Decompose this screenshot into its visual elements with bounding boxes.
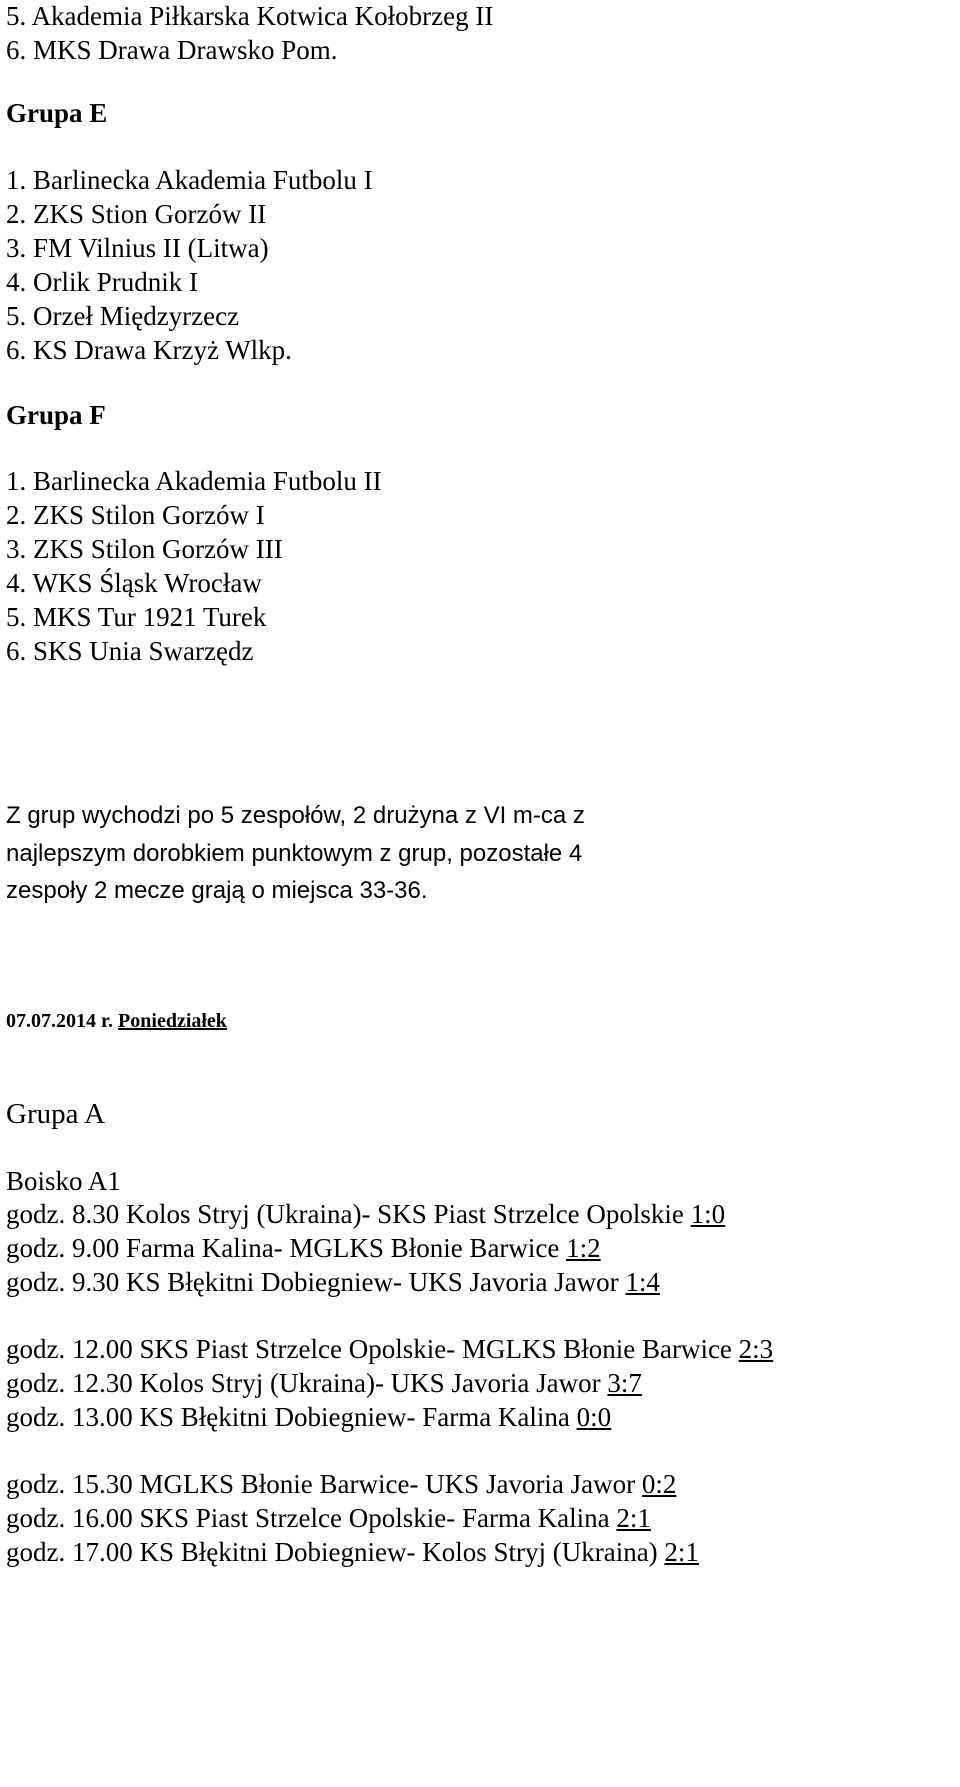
team-line: 1. Barlinecka Akademia Futbolu II — [6, 466, 382, 496]
schedule-day: Poniedziałek — [118, 1010, 227, 1032]
pitch-label: Boisko A1 — [6, 1166, 121, 1196]
match-text: godz. 9.30 KS Błękitni Dobiegniew- UKS Javoria Jawor — [6, 1267, 626, 1297]
team-line: 2. ZKS Stilon Gorzów I — [6, 500, 265, 530]
team-line: 1. Barlinecka Akademia Futbolu I — [6, 165, 373, 195]
match-text: godz. 13.00 KS Błękitni Dobiegniew- Farma Kalina — [6, 1402, 577, 1432]
match-row — [6, 1502, 651, 1534]
match-row — [6, 1468, 676, 1500]
match-text: godz. 16.00 SKS Piast Strzelce Opolskie- Farma Kalina — [6, 1503, 617, 1533]
group-a-title: Grupa A — [6, 1098, 106, 1130]
team-line: 6. MKS Drawa Drawsko Pom. — [6, 35, 338, 65]
match-row — [6, 1536, 699, 1568]
match-row — [6, 1232, 601, 1264]
match-score: 1:0 — [690, 1199, 726, 1229]
match-score: 0:2 — [641, 1469, 677, 1499]
rules-line: zespoły 2 mecze grają o miejsca 33-36. — [6, 877, 428, 904]
match-score: 2:3 — [738, 1334, 774, 1364]
group-e-title: Grupa E — [6, 98, 108, 128]
match-text: godz. 8.30 Kolos Stryj (Ukraina)- SKS Piast Strzelce Opolskie — [6, 1199, 691, 1229]
match-score: 1:4 — [625, 1267, 660, 1297]
match-text: godz. 9.00 Farma Kalina- MGLKS Błonie Barwice — [6, 1233, 567, 1263]
team-line: 5. Akademia Piłkarska Kotwica Kołobrzeg II — [6, 1, 494, 31]
team-line: 5. MKS Tur 1921 Turek — [6, 602, 267, 632]
schedule-date: 07.07.2014 r. — [6, 1010, 114, 1032]
match-score: 2:1 — [664, 1537, 699, 1567]
match-score: 1:2 — [566, 1233, 601, 1263]
match-row — [6, 1198, 725, 1230]
match-score: 0:0 — [576, 1402, 612, 1432]
match-row — [6, 1266, 660, 1298]
match-row — [6, 1401, 611, 1433]
team-line: 5. Orzeł Międzyrzecz — [6, 301, 240, 331]
match-text: godz. 12.00 SKS Piast Strzelce Opolskie- MGLKS Błonie Barwice — [6, 1334, 739, 1364]
team-line: 4. Orlik Prudnik I — [6, 267, 198, 297]
team-line: 2. ZKS Stion Gorzów II — [6, 199, 267, 229]
team-line: 3. ZKS Stilon Gorzów III — [6, 534, 283, 564]
group-f-title: Grupa F — [6, 400, 106, 430]
team-line: 3. FM Vilnius II (Litwa) — [6, 233, 269, 263]
match-score: 3:7 — [607, 1368, 642, 1398]
team-line: 4. WKS Śląsk Wrocław — [6, 568, 262, 598]
rules-line: Z grup wychodzi po 5 zespołów, 2 drużyna z VI m-ca z — [6, 802, 585, 829]
match-text: godz. 12.30 Kolos Stryj (Ukraina)- UKS Javoria Jawor — [6, 1368, 608, 1398]
team-line: 6. SKS Unia Swarzędz — [6, 636, 254, 666]
match-row — [6, 1367, 642, 1399]
match-row — [6, 1333, 773, 1365]
match-text: godz. 17.00 KS Błękitni Dobiegniew- Kolos Stryj (Ukraina) — [6, 1537, 665, 1567]
match-text: godz. 15.30 MGLKS Błonie Barwice- UKS Javoria Jawor — [6, 1469, 642, 1499]
schedule-date-line — [6, 1005, 227, 1037]
rules-line: najlepszym dorobkiem punktowym z grup, pozostałe 4 — [6, 840, 583, 867]
team-line: 6. KS Drawa Krzyż Wlkp. — [6, 335, 292, 365]
match-score: 2:1 — [616, 1503, 651, 1533]
